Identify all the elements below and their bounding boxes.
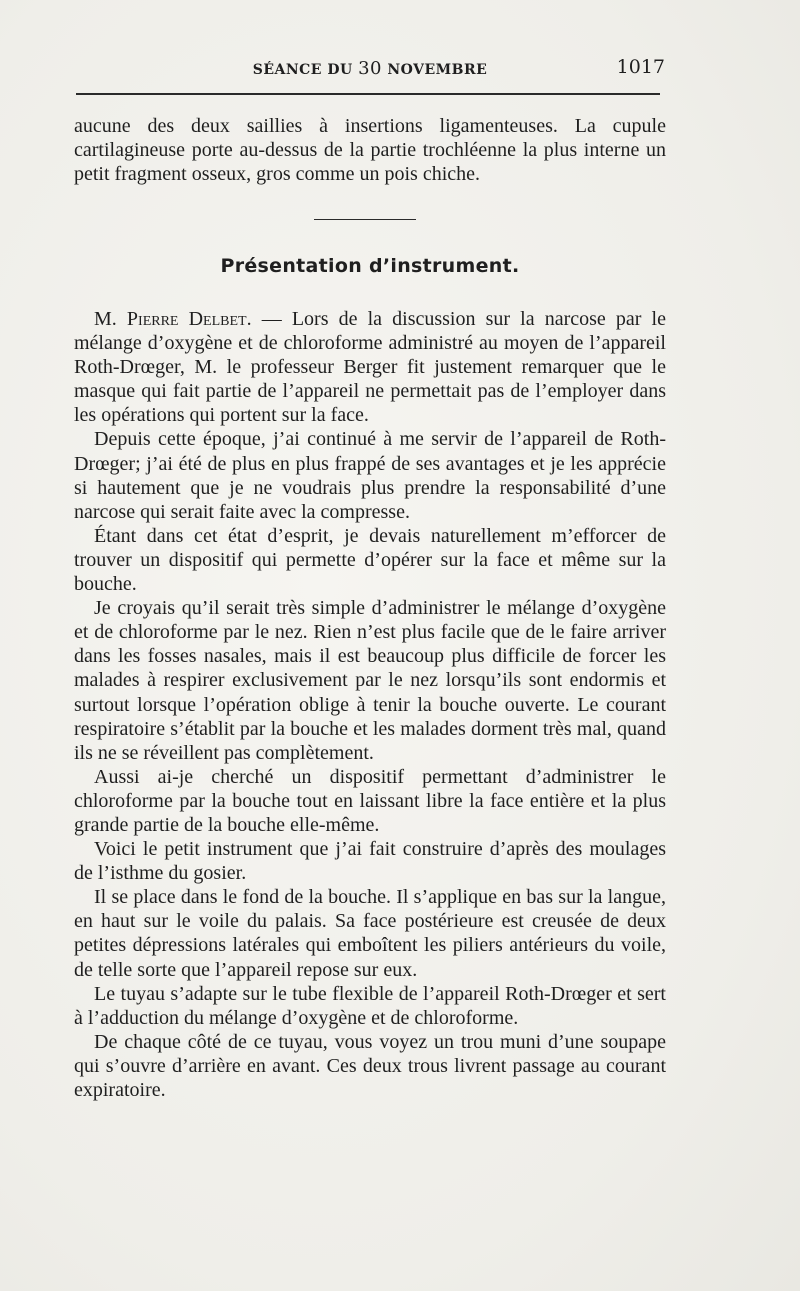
paragraph-1: [74, 307, 666, 427]
speaker-name: Pierre Delbet: [126, 308, 247, 330]
paragraph-5: Aussi ai-je cherché un dispositif permettant d’administrer le chloroforme par la bouche tout en laissant libre la face entière et la plus grande partie de la bouche elle-même.: [74, 765, 666, 836]
running-title-end: NOVEMBRE: [381, 62, 488, 78]
paragraph-9: De chaque côté de ce tuyau, vous voyez un trou muni d’une soupape qui s’ouvre d’arrière en avant. Ces deux trous livrent passage au courant expiratoire.: [74, 1030, 666, 1101]
paragraph-6: Voici le petit instrument que j’ai fait construire d’après des moulages de l’isthme du gosier.: [74, 838, 666, 885]
header-rule: [76, 93, 660, 95]
paragraph-7: Il se place dans le fond de la bouche. Il s’applique en bas sur la langue, en haut sur le voile du palais. Sa face postérieure est creusée de deux petites dépressions latérales qui emboîtent les piliers antérieurs du voile, de telle sorte que l’appareil repose sur eux.: [74, 886, 666, 981]
speaker-dash: . —: [246, 308, 292, 330]
running-title-start: SÉANCE DU: [252, 62, 359, 78]
speaker-prefix: M.: [94, 308, 127, 330]
opening-paragraph: aucune des deux saillies à insertions ligamenteuses. La cupule cartilagineuse porte au-dessus de la partie trochléenne la plus interne un petit fragment osseux, gros comme un pois chiche.: [74, 115, 666, 186]
paragraph-2: Depuis cette époque, j’ai continué à me servir de l’appareil de Roth-Drœger; j’ai été de plus en plus frappé de ses avantages et je les apprécie si hautement que je ne voudrais plus prendre la responsabilité d’une narcose qui serait faite avec la compresse.: [74, 428, 666, 523]
running-title: [75, 58, 665, 79]
page-number: 1017: [616, 56, 665, 78]
section-body: [74, 307, 666, 1102]
section-heading: Présentation d’instrument.: [220, 255, 520, 277]
running-title-day: 30: [358, 58, 382, 79]
paragraph-3: Étant dans cet état d’esprit, je devais naturellement m’efforcer de trouver un dispositif qui permette d’opérer sur la face et même sur la bouche.: [74, 524, 666, 596]
paragraph-8: Le tuyau s’adapte sur le tube flexible de l’appareil Roth-Drœger et sert à l’adduction du mélange d’oxygène et de chloroforme.: [74, 982, 666, 1029]
opening-text: [74, 114, 666, 186]
running-head: [75, 56, 665, 82]
section-divider: [314, 219, 416, 220]
paragraph-1-text: Lors de la discussion sur la narcose par le mélange d’oxygène et de chloroforme administré au moyen de l’appareil Roth-Drœger, M. le professeur Berger fit justement remarquer que le masque qui fait partie de l’appareil ne permettait pas de l’employer dans les opérations qui portent sur la face.: [74, 308, 666, 427]
paragraph-4: Je croyais qu’il serait très simple d’administrer le mélange d’oxygène et de chloroforme par le nez. Rien n’est plus facile que de le faire arriver dans les fosses nasales, mais il est beaucoup plus difficile de forcer les malades à respirer exclusivement par le nez lorsqu’ils sont endormis et surtout lorsque l’opération oblige à tenir la bouche ouverte. Le courant respiratoire s’établit par la bouche et les malades dorment très mal, quand ils ne se réveillent pas complètement.: [74, 597, 666, 764]
